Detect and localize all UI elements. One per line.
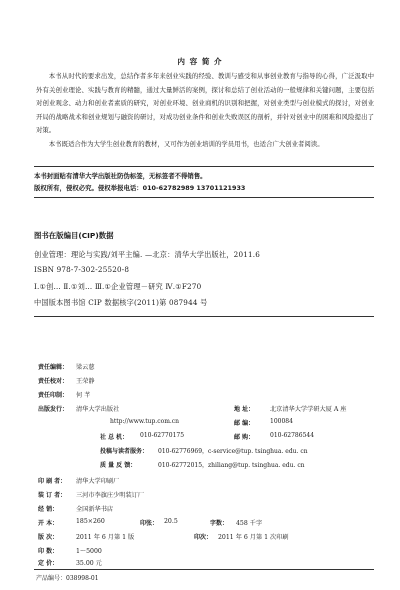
address-label: 地 址：	[234, 406, 255, 413]
printer-label: 印 刷 者：	[38, 478, 67, 485]
product-code: 产品编号：038998-01	[36, 575, 99, 582]
proof-label: 责任校对：	[38, 378, 69, 385]
address-value: 北京清华大学学研大厦 A 座	[270, 406, 347, 413]
printer-value: 清华大学印刷厂	[76, 478, 120, 485]
price-value: 35.00 元	[76, 560, 102, 567]
words-label: 字数：	[210, 520, 229, 527]
sheets-value: 20.5	[164, 518, 178, 525]
cip-line-isbn: ISBN 978-7-302-25520-8	[34, 265, 130, 274]
impression-label: 印次：	[194, 534, 213, 541]
cip-line-number: 中国版本图书馆 CIP 数据核字(2011)第 087944 号	[34, 298, 208, 307]
edition-label: 版 次：	[38, 534, 59, 541]
format-value: 185×260	[76, 518, 105, 525]
copies-label: 印 数：	[38, 548, 59, 555]
quality-label: 质 量 反 馈：	[100, 462, 137, 469]
cip-heading: 图书在版编目(CIP)数据	[34, 231, 114, 240]
divider-top	[34, 166, 374, 167]
editor-label: 责任编辑：	[38, 364, 69, 371]
sheets-label: 印张：	[140, 520, 159, 527]
postcode-label: 邮 编：	[234, 420, 255, 427]
divider-cip	[34, 316, 374, 317]
content-summary	[36, 70, 374, 152]
publisher-label: 出版发行：	[38, 406, 69, 413]
copyright-notice: 版权所有，侵权必究。侵权举报电话：010-62782989 13701121933	[34, 184, 246, 192]
proof-value: 王荣静	[76, 378, 95, 385]
words-value: 458 千字	[236, 520, 263, 527]
seller-value: 全国新华书店	[76, 506, 114, 513]
copies-value: 1～5000	[76, 548, 102, 555]
print-label: 责任印制：	[38, 392, 69, 399]
switchboard-value: 010-62770175	[140, 432, 185, 439]
impression-value: 2011 年 6 月第 1 次印刷	[218, 534, 289, 541]
seller-label: 经 销：	[38, 506, 59, 513]
binder-value: 三河市李旗庄少明装订厂	[76, 492, 145, 499]
divider-notice	[34, 197, 374, 198]
cip-line-classification: Ⅰ.①创… Ⅱ.①刘… Ⅲ.①企业管理－研究 Ⅳ.①F270	[34, 282, 202, 291]
editor-value: 梁云慈	[76, 364, 95, 371]
cip-line-title: 创业管理：理论与实践/刘平主编. —北京：清华大学出版社，2011.6	[34, 250, 261, 259]
format-label: 开 本：	[38, 520, 59, 527]
postcode-value: 100084	[270, 418, 293, 425]
switchboard-label: 社 总 机：	[100, 434, 129, 441]
website-value: http://www.tup.com.cn	[110, 418, 180, 425]
publisher-value: 清华大学出版社	[76, 406, 120, 413]
edition-value: 2011 年 6 月第 1 版	[76, 534, 135, 541]
submit-value: 010-62776969，c-service@tup. tsinghua. edu. cn	[158, 448, 308, 455]
content-summary-title: 内 容 简 介	[177, 57, 223, 66]
summary-paragraph-2: 本书既适合作为大学生创业教育的教材，又可作为创业培训的学员用书，也适合广大创业者阅读。	[48, 139, 324, 148]
mail-value: 010-62786544	[270, 432, 315, 439]
binder-label: 装 订 者：	[38, 492, 67, 499]
summary-paragraph-1: 本书从时代的要求出发，总结作者多年来创业实践的经验、教训与感受和从事创业教育与指导的心得，广泛汲取中外有关创业理论、实践与教育的精髓，通过大量鲜活的案例，探讨和总结了创业活动的一般规律和关键问题，主要包括对创业观念、动力和创业者素质的研究，对创业环境、创业商机的识别和把握，对创业类型与创业模式的探讨，对创业开局的战略战术和创业规划与融资的研讨，对成功创业条件和创业失败误区的剖析，并针对创业中的困难和风险提出了对策。	[36, 72, 374, 135]
divider-bottom	[34, 569, 374, 570]
anti-counterfeit-notice: 本书封面贴有清华大学出版社防伪标签，无标签者不得销售。	[34, 172, 207, 180]
submit-label: 投稿与读者服务：	[100, 448, 149, 455]
print-value: 何 芊	[76, 392, 91, 399]
price-label: 定 价：	[38, 560, 59, 567]
quality-value: 010-62772015，zhiliang@tup. tsinghua. edu. cn	[158, 462, 305, 469]
mail-label: 邮 购：	[234, 434, 255, 441]
